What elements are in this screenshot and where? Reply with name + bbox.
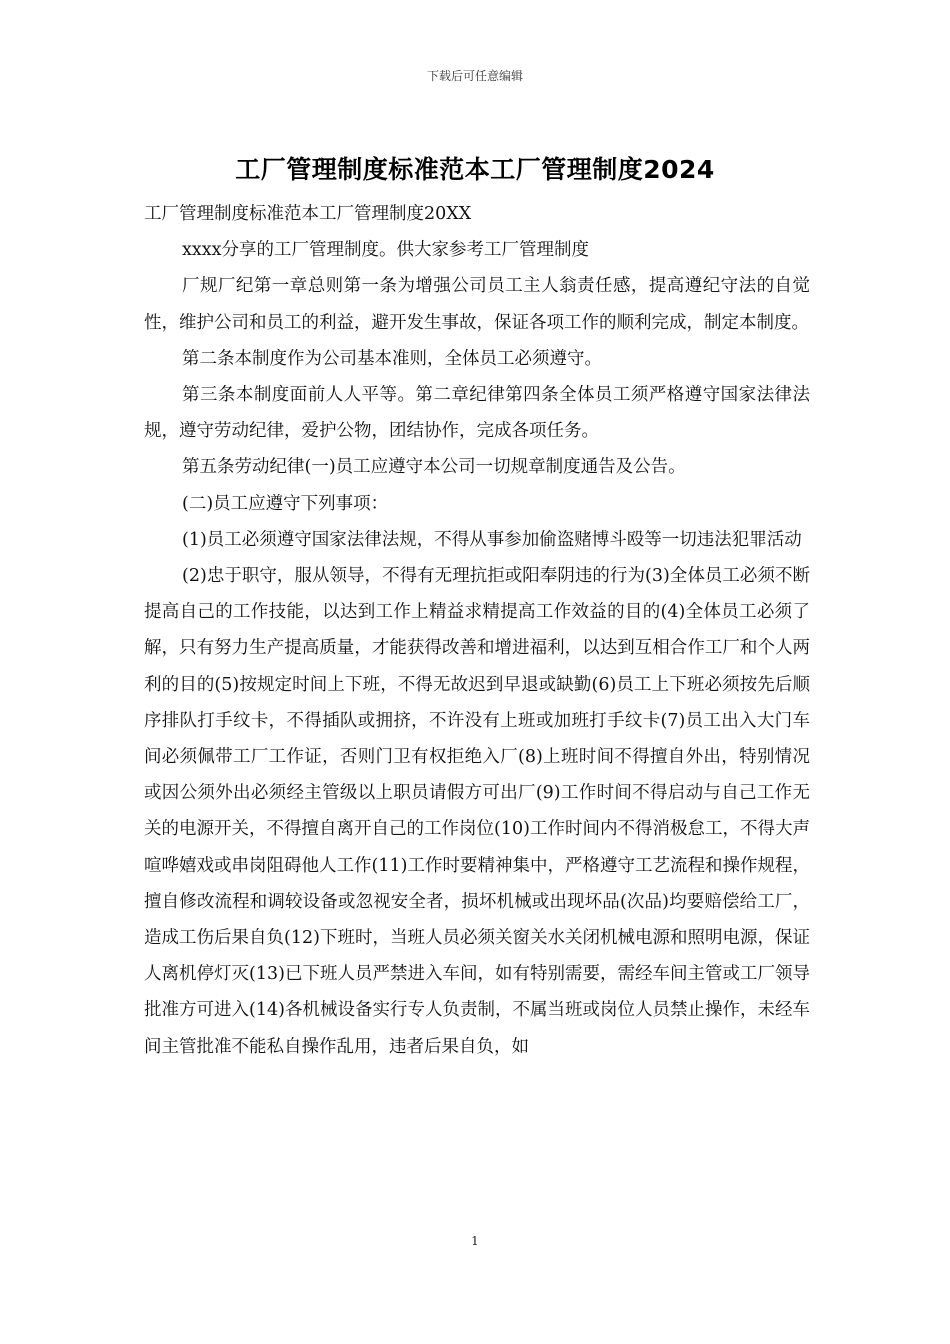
paragraph-article-5: 第五条劳动纪律(一)员工应遵守本公司一切规章制度通告及公告。 <box>182 457 686 478</box>
paragraph-intro: xxxx分享的工厂管理制度。供大家参考工厂管理制度 <box>182 240 589 261</box>
paragraph-items-2-14: (2)忠于职守，服从领导，不得有无理抗拒或阳奉阴违的行为(3)全体员工必须不断提高自己的工作技能，以达到工作上精益求精提高工作效益的目的(4)全体员工必须了解，只有努力生产提高质量，才能获得改善和增进福利，以达到互相合作工厂和个人两利的目的(5)按规定时间上下班，不得无故迟到早退或缺勤(6)员工上下班必须按先后顺序排队打手纹卡，不得插队或拥挤，不许没有上班或加班打手纹卡(7)员工出入大门车间必须佩带工厂工作证，否则门卫有权拒绝入厂(8)上班时间不得擅自外出，特别情况或因公须外出必须经主管级以上职员请假方可出厂(9)工作时间不得启动与自己工作无关的电源开关，不得擅自离开自己的工作岗位(10)工作时间内不得消极怠工，不得大声喧哗嬉戏或串岗阻碍他人工作(11)工作时要精神集中，严格遵守工艺流程和操作规程，擅自修改流程和调较设备或忽视安全者，损坏机械或出现坏品(次品)均要赔偿给工厂，造成工伤后果自负(12)下班时，当班人员必须关窗关水关闭机械电源和照明电源，保证人离机停灯灭(13)已下班人员严禁进入车间，如有特别需要，需经车间主管或工厂领导批准方可进入(14)各机械设备实行专人负责制，不属当班或岗位人员禁止操作，未经车间主管批准不能私自操作乱用，违者后果自负，如 <box>144 566 810 1057</box>
paragraph-section-2: (二)员工应遵守下列事项： <box>182 493 389 514</box>
paragraph-article-2: 第二条本制度作为公司基本准则，全体员工必须遵守。 <box>182 348 602 369</box>
paragraph-article-3-4: 第三条本制度面前人人平等。第二章纪律第四条全体员工须严格遵守国家法律法规，遵守劳动纪律，爱护公物，团结协作，完成各项任务。 <box>144 385 810 442</box>
document-title: 工厂管理制度标准范本工厂管理制度2024 <box>235 155 715 184</box>
document-body <box>144 196 810 1065</box>
page-number: 1 <box>471 1234 479 1248</box>
paragraph-article-1: 厂规厂纪第一章总则第一条为增强公司员工主人翁责任感，提高遵纪守法的自觉性，维护公司和员工的利益，避开发生事故，保证各项工作的顺利完成，制定本制度。 <box>144 276 810 333</box>
header-note: 下载后可任意编辑 <box>426 69 523 83</box>
paragraph-item-1: (1)员工必须遵守国家法律法规，不得从事参加偷盗赌博斗殴等一切违法犯罪活动 <box>182 529 802 550</box>
paragraph-subtitle: 工厂管理制度标准范本工厂管理制度20XX <box>144 204 472 224</box>
